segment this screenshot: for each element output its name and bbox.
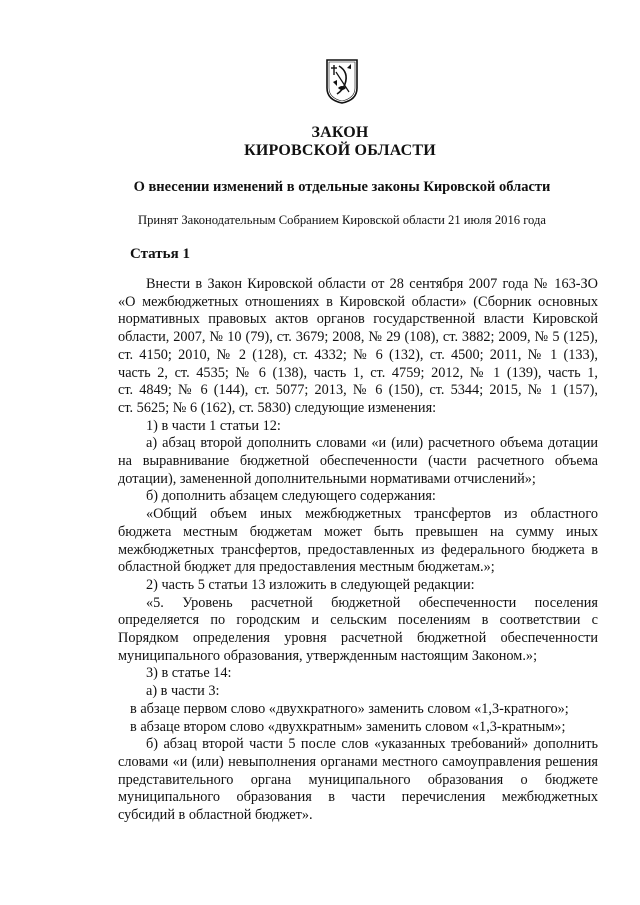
adoption-note: Принят Законодательным Собранием Кировской области 21 июля 2016 года	[138, 213, 546, 227]
text-line: межбюджетных трансфертов, предоставленных из федерального бюджета в	[118, 541, 598, 558]
text-line: субсидий в областной бюджет».	[118, 807, 313, 824]
text-line: представительного органа муниципального образования о бюджете	[118, 771, 598, 788]
text-line: б) дополнить абзацем следующего содержания:	[146, 488, 436, 505]
text-line: бюджета местным бюджетам может быть превышен на сумму иных	[118, 523, 598, 540]
text-line: области, 2007, № 10 (79), ст. 3679; 2008, № 29 (108), ст. 3882; 2009, № 5 (125),	[118, 329, 598, 346]
law-region-title: КИРОВСКОЙ ОБЛАСТИ	[244, 142, 436, 159]
text-line: муниципального образования, утвержденным настоящим Законом.»;	[118, 647, 538, 664]
text-line: ст. 4849; № 6 (144), ст. 5077; 2013, № 6 (150), ст. 5344; 2015, № 1 (157),	[118, 382, 598, 399]
text-line: б) абзац второй части 5 после слов «указанных требований» дополнить	[146, 736, 598, 753]
text-line: Порядком определения уровня расчетной бюджетной обеспеченности	[118, 630, 598, 647]
text-line: а) абзац второй дополнить словами «и (или) расчетного объема дотации	[146, 435, 598, 452]
text-line: 2) часть 5 статьи 13 изложить в следующей редакции:	[146, 576, 475, 593]
text-line: ст. 5625; № 6 (162), ст. 5830) следующие изменения:	[118, 399, 437, 416]
text-line: словами «и (или) невыполнения органами местного самоуправления решения	[118, 753, 598, 770]
text-line: «О межбюджетных отношениях в Кировской области» (Сборник основных	[118, 293, 598, 310]
text-line: областной бюджет для предоставления местным бюджетам.»;	[118, 559, 495, 576]
text-line: 1) в части 1 статьи 12:	[146, 417, 281, 434]
text-line: в абзаце первом слово «двухкратного» заменить словом «1,3-кратного»;	[130, 700, 569, 717]
text-line: дотации), замененной дополнительными нормативами отчислений»;	[118, 470, 536, 487]
coat-of-arms-icon	[325, 58, 359, 104]
article-heading: Статья 1	[130, 246, 190, 262]
text-line: в абзаце втором слово «двухкратным» заменить словом «1,3-кратным»;	[130, 718, 566, 735]
text-line: «Общий объем иных межбюджетных трансфертов из областного	[146, 506, 598, 523]
text-line: определяется по городским и сельским поселениям в соответствии с	[118, 612, 598, 629]
text-line: 3) в статье 14:	[146, 665, 232, 682]
text-line: нормативных правовых актов органов государственной власти Кировской	[118, 311, 598, 328]
article-body	[118, 276, 598, 825]
text-line: а) в части 3:	[146, 683, 220, 700]
text-line: часть 2, ст. 4535; № 6 (138), часть 1, ст. 4759; 2012, № 1 (139), часть 1,	[118, 364, 598, 381]
text-line: муниципального образования в части перечисления межбюджетных	[118, 789, 598, 806]
text-line: Внести в Закон Кировской области от 28 сентября 2007 года № 163-ЗО	[146, 276, 598, 292]
text-line: на выравнивание бюджетной обеспеченности (части расчетного объема	[118, 453, 598, 470]
text-line: «5. Уровень расчетной бюджетной обеспеченности поселения	[146, 594, 598, 611]
law-subject: О внесении изменений в отдельные законы Кировской области	[133, 179, 551, 195]
text-line: ст. 4150; 2010, № 2 (128), ст. 4332; № 6 (132), ст. 4500; 2011, № 1 (133),	[118, 346, 598, 363]
law-title: ЗАКОН	[311, 124, 369, 141]
